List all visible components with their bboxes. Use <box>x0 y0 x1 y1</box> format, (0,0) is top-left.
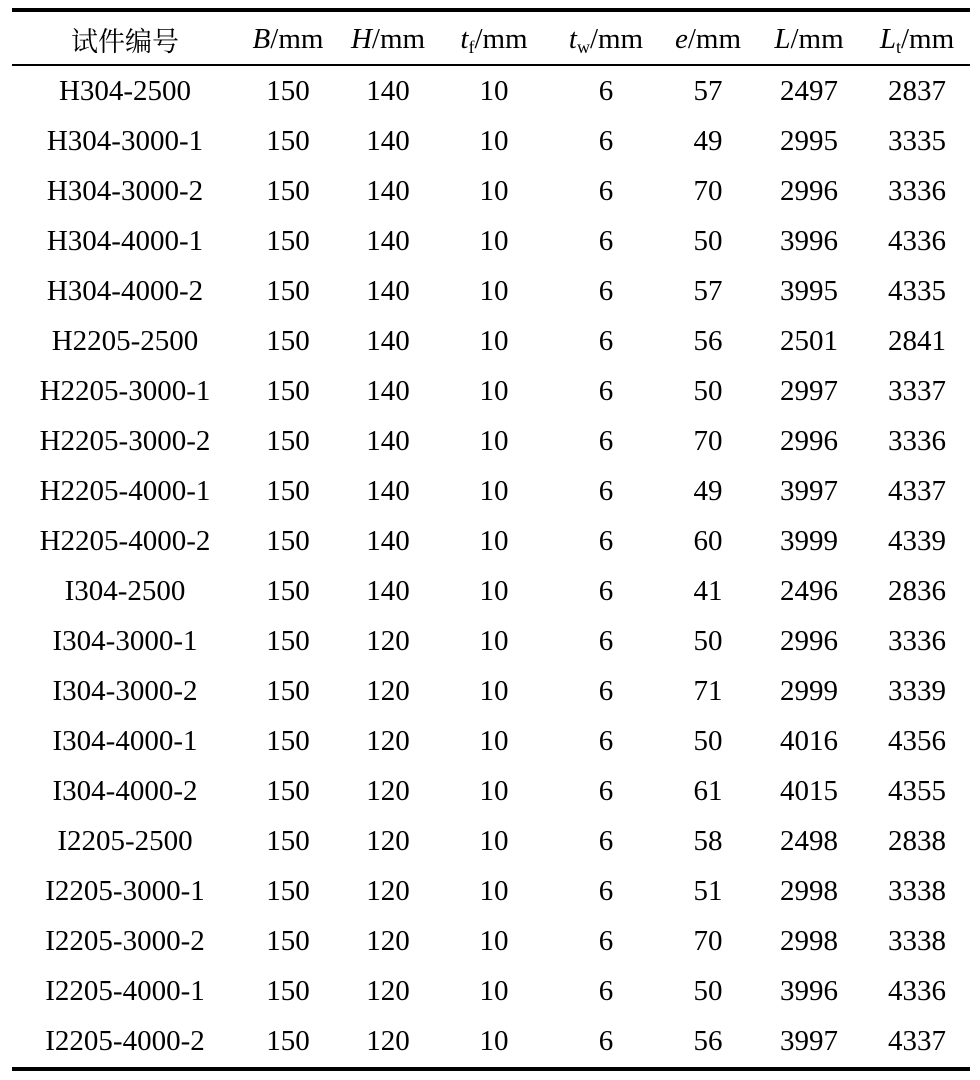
cell-e: 50 <box>693 624 723 657</box>
cell-B: 150 <box>266 824 310 857</box>
cell-tw: 6 <box>598 124 614 157</box>
cell-L: 2995 <box>780 124 838 157</box>
cell-tw: 6 <box>598 874 614 907</box>
cell-tf: 10 <box>479 674 509 707</box>
cell-tf: 10 <box>479 774 509 807</box>
table-row <box>12 716 970 766</box>
cell-tw: 6 <box>598 274 614 307</box>
cell-tw: 6 <box>598 1024 614 1057</box>
cell-specimen-id: I2205-4000-2 <box>45 1024 205 1057</box>
cell-tf: 10 <box>479 274 509 307</box>
cell-L: 2496 <box>780 574 838 607</box>
cell-B: 150 <box>266 574 310 607</box>
cell-tw: 6 <box>598 724 614 757</box>
cell-specimen-id: H304-2500 <box>58 74 192 107</box>
cell-B: 150 <box>266 624 310 657</box>
cell-Lt: 3335 <box>888 124 946 157</box>
header-B: B/mm <box>252 22 324 55</box>
cell-tf: 10 <box>479 374 509 407</box>
cell-B: 150 <box>266 674 310 707</box>
table-bottom-rule <box>12 1067 970 1071</box>
cell-tw: 6 <box>598 924 614 957</box>
cell-tw: 6 <box>598 574 614 607</box>
header-e: e/mm <box>674 22 742 55</box>
header-tw: $t_w/mm$ <box>568 22 644 57</box>
cell-L: 4016 <box>780 724 838 757</box>
cell-H: 120 <box>366 874 410 907</box>
cell-H: 120 <box>366 924 410 957</box>
cell-specimen-id: I2205-2500 <box>57 824 193 857</box>
cell-specimen-id: I304-4000-1 <box>52 724 198 757</box>
cell-Lt: 4355 <box>888 774 946 807</box>
header-L: L/mm <box>774 22 844 55</box>
cell-L: 3996 <box>780 224 838 257</box>
cell-tw: 6 <box>598 974 614 1007</box>
cell-e: 71 <box>693 674 723 707</box>
cell-Lt: 4336 <box>888 974 946 1007</box>
cell-tw: 6 <box>598 424 614 457</box>
cell-Lt: 3336 <box>888 174 946 207</box>
cell-e: 50 <box>693 374 723 407</box>
cell-Lt: 3336 <box>888 624 946 657</box>
cell-Lt: 4336 <box>888 224 946 257</box>
cell-e: 50 <box>693 224 723 257</box>
cell-tf: 10 <box>479 874 509 907</box>
cell-tw: 6 <box>598 174 614 207</box>
cell-tf: 10 <box>479 324 509 357</box>
cell-B: 150 <box>266 424 310 457</box>
cell-tw: 6 <box>598 374 614 407</box>
cell-L: 2996 <box>780 424 838 457</box>
cell-H: 140 <box>366 524 410 557</box>
cell-B: 150 <box>266 324 310 357</box>
table-row <box>12 416 970 466</box>
cell-H: 140 <box>366 424 410 457</box>
cell-Lt: 3336 <box>888 424 946 457</box>
table-row <box>12 816 970 866</box>
cell-specimen-id: I2205-3000-2 <box>45 924 205 957</box>
cell-B: 150 <box>266 174 310 207</box>
cell-L: 3995 <box>780 274 838 307</box>
cell-H: 120 <box>366 1024 410 1057</box>
cell-e: 56 <box>693 324 723 357</box>
cell-tw: 6 <box>598 674 614 707</box>
cell-specimen-id: H304-3000-2 <box>46 174 204 207</box>
cell-L: 3999 <box>780 524 838 557</box>
table-row <box>12 866 970 916</box>
table-row <box>12 66 970 116</box>
table-row <box>12 616 970 666</box>
cell-Lt: 4337 <box>888 474 946 507</box>
table-row <box>12 216 970 266</box>
cell-tf: 10 <box>479 724 509 757</box>
table-row <box>12 766 970 816</box>
cell-B: 150 <box>266 124 310 157</box>
cell-B: 150 <box>266 374 310 407</box>
table-row <box>12 266 970 316</box>
header-tf: $t_f/mm$ <box>460 22 528 57</box>
table-row <box>12 666 970 716</box>
cell-L: 2996 <box>780 174 838 207</box>
cell-specimen-id: H304-4000-1 <box>46 224 204 257</box>
cell-tf: 10 <box>479 74 509 107</box>
cell-tf: 10 <box>479 974 509 1007</box>
cell-L: 4015 <box>780 774 838 807</box>
cell-e: 41 <box>693 574 723 607</box>
table-row <box>12 1016 970 1066</box>
cell-L: 2997 <box>780 374 838 407</box>
cell-Lt: 4335 <box>888 274 946 307</box>
table-row <box>12 566 970 616</box>
cell-H: 120 <box>366 774 410 807</box>
cell-H: 120 <box>366 724 410 757</box>
cell-L: 3996 <box>780 974 838 1007</box>
cell-specimen-id: I304-3000-2 <box>52 674 198 707</box>
cell-tw: 6 <box>598 224 614 257</box>
cell-L: 2999 <box>780 674 838 707</box>
specimen-dimensions-table <box>12 12 970 1066</box>
cell-H: 120 <box>366 824 410 857</box>
cell-B: 150 <box>266 474 310 507</box>
cell-L: 2497 <box>780 74 838 107</box>
cell-e: 70 <box>693 424 723 457</box>
cell-tf: 10 <box>479 824 509 857</box>
cell-L: 3997 <box>780 1024 838 1057</box>
header-specimen-id: 试件编号 <box>71 26 179 58</box>
cell-Lt: 2836 <box>888 574 946 607</box>
cell-Lt: 3338 <box>888 874 946 907</box>
cell-tf: 10 <box>479 424 509 457</box>
cell-tw: 6 <box>598 324 614 357</box>
table-row <box>12 116 970 166</box>
table-row <box>12 166 970 216</box>
cell-tw: 6 <box>598 74 614 107</box>
cell-e: 56 <box>693 1024 723 1057</box>
cell-tf: 10 <box>479 624 509 657</box>
cell-specimen-id: I304-4000-2 <box>52 774 198 807</box>
cell-Lt: 4356 <box>888 724 946 757</box>
cell-e: 70 <box>693 924 723 957</box>
cell-H: 140 <box>366 474 410 507</box>
table-header-row <box>12 12 970 66</box>
cell-specimen-id: H304-4000-2 <box>46 274 204 307</box>
cell-e: 60 <box>693 524 723 557</box>
table-row <box>12 316 970 366</box>
cell-e: 51 <box>693 874 723 907</box>
cell-Lt: 4339 <box>888 524 946 557</box>
cell-e: 61 <box>693 774 723 807</box>
cell-specimen-id: I2205-3000-1 <box>45 874 205 907</box>
header-H: H/mm <box>350 22 426 55</box>
cell-L: 2501 <box>780 324 838 357</box>
cell-Lt: 3337 <box>888 374 946 407</box>
cell-e: 70 <box>693 174 723 207</box>
cell-e: 57 <box>693 74 723 107</box>
cell-tf: 10 <box>479 174 509 207</box>
cell-B: 150 <box>266 724 310 757</box>
cell-specimen-id: H2205-3000-1 <box>39 374 211 407</box>
cell-L: 2998 <box>780 874 838 907</box>
cell-specimen-id: H2205-3000-2 <box>39 424 211 457</box>
cell-e: 50 <box>693 724 723 757</box>
cell-tf: 10 <box>479 574 509 607</box>
cell-specimen-id: H2205-4000-1 <box>39 474 211 507</box>
cell-Lt: 2837 <box>888 74 946 107</box>
cell-e: 49 <box>693 124 723 157</box>
table-row <box>12 516 970 566</box>
cell-B: 150 <box>266 974 310 1007</box>
cell-B: 150 <box>266 524 310 557</box>
table-row <box>12 966 970 1016</box>
cell-H: 120 <box>366 974 410 1007</box>
cell-B: 150 <box>266 874 310 907</box>
cell-tf: 10 <box>479 124 509 157</box>
cell-H: 140 <box>366 174 410 207</box>
cell-H: 140 <box>366 124 410 157</box>
cell-Lt: 3338 <box>888 924 946 957</box>
cell-e: 58 <box>693 824 723 857</box>
cell-H: 140 <box>366 324 410 357</box>
cell-Lt: 4337 <box>888 1024 946 1057</box>
cell-B: 150 <box>266 274 310 307</box>
cell-tf: 10 <box>479 924 509 957</box>
table-body <box>12 66 970 1066</box>
header-Lt: $L_t/mm$ <box>879 22 955 57</box>
cell-H: 140 <box>366 274 410 307</box>
cell-tf: 10 <box>479 524 509 557</box>
cell-H: 140 <box>366 74 410 107</box>
cell-Lt: 2841 <box>888 324 946 357</box>
cell-e: 49 <box>693 474 723 507</box>
cell-L: 2998 <box>780 924 838 957</box>
cell-tw: 6 <box>598 624 614 657</box>
cell-L: 2996 <box>780 624 838 657</box>
cell-H: 120 <box>366 674 410 707</box>
cell-tw: 6 <box>598 474 614 507</box>
cell-B: 150 <box>266 1024 310 1057</box>
cell-H: 140 <box>366 574 410 607</box>
table-row <box>12 466 970 516</box>
cell-e: 57 <box>693 274 723 307</box>
cell-H: 140 <box>366 374 410 407</box>
cell-specimen-id: H2205-4000-2 <box>39 524 211 557</box>
cell-L: 2498 <box>780 824 838 857</box>
cell-B: 150 <box>266 924 310 957</box>
table-row <box>12 366 970 416</box>
table-row <box>12 916 970 966</box>
cell-L: 3997 <box>780 474 838 507</box>
cell-Lt: 3339 <box>888 674 946 707</box>
cell-B: 150 <box>266 224 310 257</box>
cell-e: 50 <box>693 974 723 1007</box>
cell-tf: 10 <box>479 224 509 257</box>
cell-Lt: 2838 <box>888 824 946 857</box>
cell-specimen-id: I2205-4000-1 <box>45 974 205 1007</box>
cell-tw: 6 <box>598 824 614 857</box>
cell-H: 120 <box>366 624 410 657</box>
cell-H: 140 <box>366 224 410 257</box>
cell-specimen-id: I304-3000-1 <box>52 624 198 657</box>
cell-specimen-id: H304-3000-1 <box>46 124 204 157</box>
cell-specimen-id: H2205-2500 <box>51 324 199 357</box>
cell-tf: 10 <box>479 474 509 507</box>
cell-tf: 10 <box>479 1024 509 1057</box>
cell-B: 150 <box>266 774 310 807</box>
cell-specimen-id: I304-2500 <box>64 574 186 607</box>
cell-tw: 6 <box>598 774 614 807</box>
cell-tw: 6 <box>598 524 614 557</box>
cell-B: 150 <box>266 74 310 107</box>
